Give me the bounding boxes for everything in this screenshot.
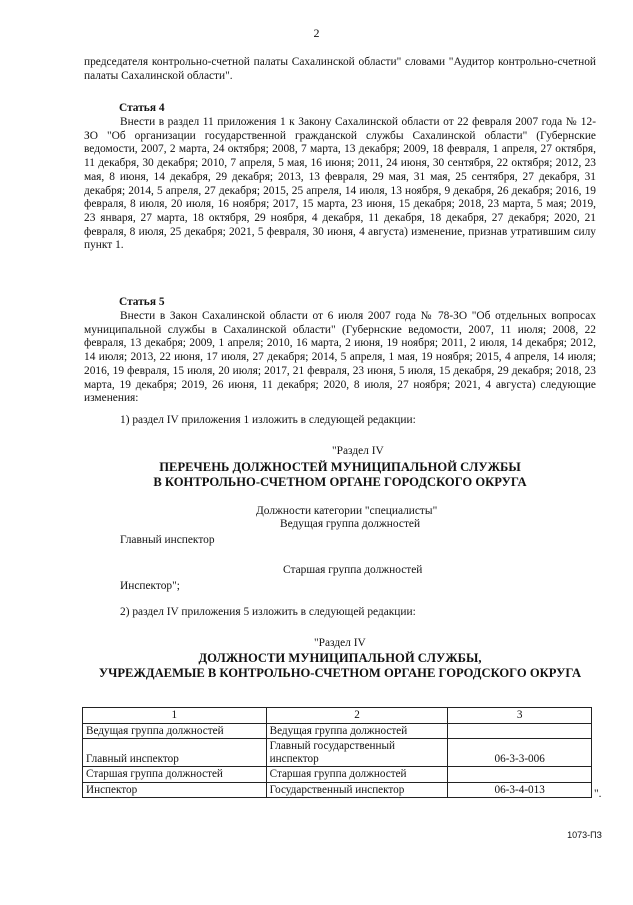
- table-header-row: [83, 708, 592, 724]
- table-header-cell: 1: [83, 708, 267, 724]
- article-4-title: Статья 4: [119, 102, 165, 114]
- section-iv-heading-line-1: ПЕРЕЧЕНЬ ДОЛЖНОСТЕЙ МУНИЦИПАЛЬНОЙ СЛУЖБЫ: [159, 460, 521, 474]
- category-label: Должности категории "специалисты": [256, 505, 438, 517]
- table-row: [83, 723, 592, 739]
- table-cell: Ведущая группа должностей: [83, 723, 267, 739]
- table-header-cell: 3: [448, 708, 592, 724]
- table-cell: Главный государственный инспектор: [266, 739, 448, 767]
- page-number: 2: [313, 26, 320, 40]
- table-cell: Инспектор: [83, 782, 267, 798]
- table-header-cell: 2: [266, 708, 448, 724]
- article-5-title: Статья 5: [119, 296, 165, 308]
- article-4-text: Внести в раздел 11 приложения 1 к Закону Сахалинской области от 22 февраля 2007 года № 12-ЗО "Об организации государственной гражданской службы Сахалинской области" (Губернские ведомости, 2007, 2 марта, 24 октября; 2008, 7 марта, 13 декабря; 2009, 18 февраля, 1 апреля, 27 октября, 11 декабря, 30 декабря; 2010, 7 апреля, 5 мая, 16 июня; 2011, 24 июня, 30 сентября, 22 октября; 2012, 23 мая, 8 июня, 14 декабря, 29 декабря; 2013, 13 февраля, 29 мая, 31 мая, 25 сентября, 27 декабря, 31 декабря; 2014, 5 апреля, 27 декабря; 2015, 25 апреля, 14 июля, 13 ноября, 9 декабря, 26 декабря; 2016, 19 февраля, 8 июля, 20 июля, 16 ноября; 2017, 15 марта, 23 июня, 15 декабря; 2018, 23 марта, 5 мая; 2019, 23 января, 27 марта, 18 октября, 29 ноября, 4 декабря, 11 декабря, 18 декабря, 27 декабря; 2020, 21 февраля, 8 июля, 25 декабря; 2021, 5 февраля, 30 июня, 4 августа) изменение, признав утратившим силу пункт 1.: [84, 116, 596, 252]
- group-leading-label: Ведущая группа должностей: [280, 518, 421, 530]
- group-senior-label: Старшая группа должностей: [283, 564, 423, 576]
- table-row: [83, 767, 592, 783]
- position-inspector: Инспектор";: [120, 580, 180, 592]
- table-cell: Старшая группа должностей: [266, 767, 448, 783]
- table-closing-quote: ".: [594, 788, 602, 800]
- item-2-text: 2) раздел IV приложения 5 изложить в следующей редакции:: [120, 606, 416, 618]
- position-main-inspector: Главный инспектор: [120, 534, 215, 546]
- article-5-text: Внести в Закон Сахалинской области от 6 июля 2007 года № 78-ЗО "Об отдельных вопросах муниципальной службы в Сахалинской области" (Губернские ведомости, 2007, 11 июля; 2008, 22 февраля, 13 декабря; 2009, 1 апреля; 2010, 16 марта, 2 июня, 19 ноября; 2011, 2 июля, 14 декабря; 2012, 14 июля; 2013, 22 июня, 17 июля, 27 декабря; 2014, 5 апреля, 1 мая, 19 ноября; 2015, 4 апреля, 14 июля; 2016, 19 февраля, 15 июля, 20 июля; 2017, 21 февраля, 23 июня, 5 июля, 15 декабря, 29 декабря; 2018, 23 марта, 19 декабря; 2019, 26 июня, 11 декабря; 2020, 8 июля, 27 ноября; 2021, 4 августа) следующие изменения:: [84, 310, 596, 405]
- section-iv-heading-line-2: В КОНТРОЛЬНО-СЧЕТНОМ ОРГАНЕ ГОРОДСКОГО ОКРУГА: [153, 475, 527, 489]
- section-iv-5-heading-line-2: УЧРЕЖДАЕМЫЕ В КОНТРОЛЬНО-СЧЕТНОМ ОРГАНЕ ГОРОДСКОГО ОКРУГА: [98, 666, 582, 680]
- table-cell: 06-3-4-013: [448, 782, 592, 798]
- footer-document-code: 1073-ПЗ: [567, 830, 602, 840]
- table-row: [83, 739, 592, 767]
- table-cell: Государственный инспектор: [266, 782, 448, 798]
- table-cell: Ведущая группа должностей: [266, 723, 448, 739]
- table-cell: Старшая группа должностей: [83, 767, 267, 783]
- article-5-item-1: 1) раздел IV приложения 1 изложить в следующей редакции:: [120, 414, 416, 426]
- table-cell: [448, 767, 592, 783]
- section-iv-label: "Раздел IV: [332, 445, 384, 457]
- table-row: [83, 782, 592, 798]
- table-cell: 06-3-3-006: [448, 739, 592, 767]
- table-cell: [448, 723, 592, 739]
- section-iv-5-heading-line-1: ДОЛЖНОСТИ МУНИЦИПАЛЬНОЙ СЛУЖБЫ,: [198, 651, 482, 665]
- intro-paragraph: председателя контрольно-счетной палаты Сахалинской области" словами "Аудитор контрольно-счетной палаты Сахалинской области".: [84, 56, 596, 82]
- table-cell: Главный инспектор: [83, 739, 267, 767]
- positions-table: [82, 707, 592, 798]
- section-iv-5-label: "Раздел IV: [314, 637, 366, 649]
